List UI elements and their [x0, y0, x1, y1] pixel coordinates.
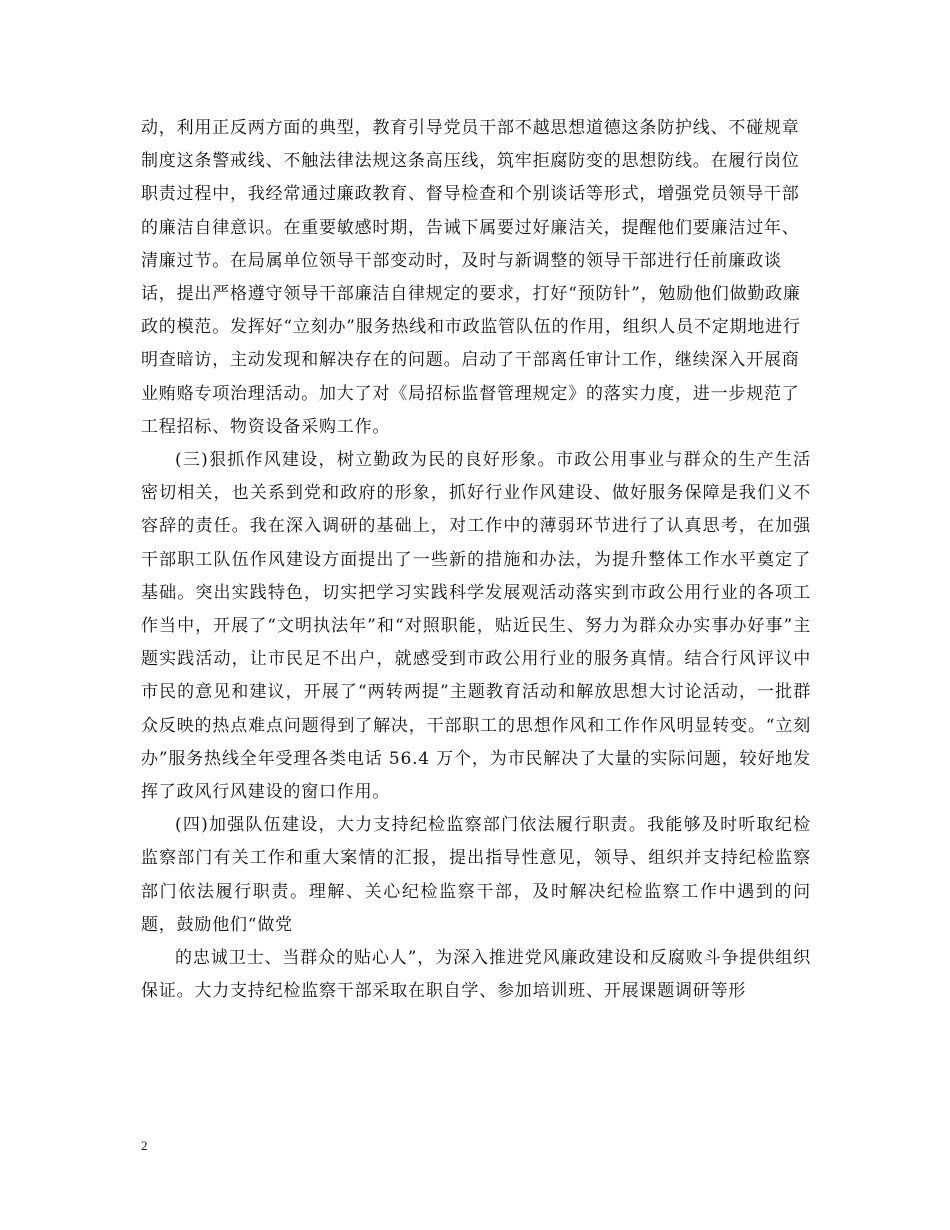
paragraph-3: (四)加强队伍建设，大力支持纪检监察部门依法履行职责。我能够及时听取纪检监察部门有关工作和重大案情的汇报，提出指导性意见，领导、组织并支持纪检监察部门依法履行职责。理解、关心纪检监察干部，及时解决纪检监察工作中遇到的问题，鼓励他们“做党: [141, 815, 811, 935]
paragraph-4: 的忠诚卫士、当群众的贴心人”，为深入推进党风廉政建设和反腐败斗争提供组织保证。大力支持纪检监察干部采取在职自学、参加培训班、开展课题调研等形: [141, 948, 811, 1002]
document-body: [141, 112, 811, 1008]
page-number: 2: [141, 1138, 148, 1153]
paragraph-1: 动，利用正反两方面的典型，教育引导党员干部不越思想道德这条防护线、不碰规章制度这条警戒线、不触法律法规这条高压线，筑牢拒腐防变的思想防线。在履行岗位职责过程中，我经常通过廉政教育、督导检查和个别谈话等形式，增强党员领导干部的廉洁自律意识。在重要敏感时期，告诫下属要过好廉洁关，提醒他们要廉洁过年、清廉过节。在局属单位领导干部变动时，及时与新调整的领导干部进行任前廉政谈话，提出严格遵守领导干部廉洁自律规定的要求，打好“预防针”，勉励他们做勤政廉政的模范。发挥好“立刻办”服务热线和市政监管队伍的作用，组织人员不定期地进行明查暗访，主动发现和解决存在的问题。启动了干部离任审计工作，继续深入开展商业贿赂专项治理活动。加大了对《局招标监督管理规定》的落实力度，进一步规范了工程招标、物资设备采购工作。: [141, 118, 801, 437]
paragraph-2: (三)狠抓作风建设，树立勤政为民的良好形象。市政公用事业与群众的生产生活密切相关，也关系到党和政府的形象，抓好行业作风建设、做好服务保障是我们义不容辞的责任。我在深入调研的基础上，对工作中的薄弱环节进行了认真思考，在加强干部职工队伍作风建设方面提出了一些新的措施和办法，为提升整体工作水平奠定了基础。突出实践特色，切实把学习实践科学发展观活动落实到市政公用行业的各项工作当中，开展了“文明执法年”和“对照职能，贴近民生、努力为群众办实事办好事”主题实践活动，让市民足不出户，就感受到市政公用行业的服务真情。结合行风评议中市民的意见和建议，开展了“两转两提”主题教育活动和解放思想大讨论活动，一批群众反映的热点难点问题得到了解决，干部职工的思想作风和工作作风明显转变。“立刻办”服务热线全年受理各类电话 56.4 万个，为市民解决了大量的实际问题，较好地发挥了政风行风建设的窗口作用。: [141, 450, 811, 803]
